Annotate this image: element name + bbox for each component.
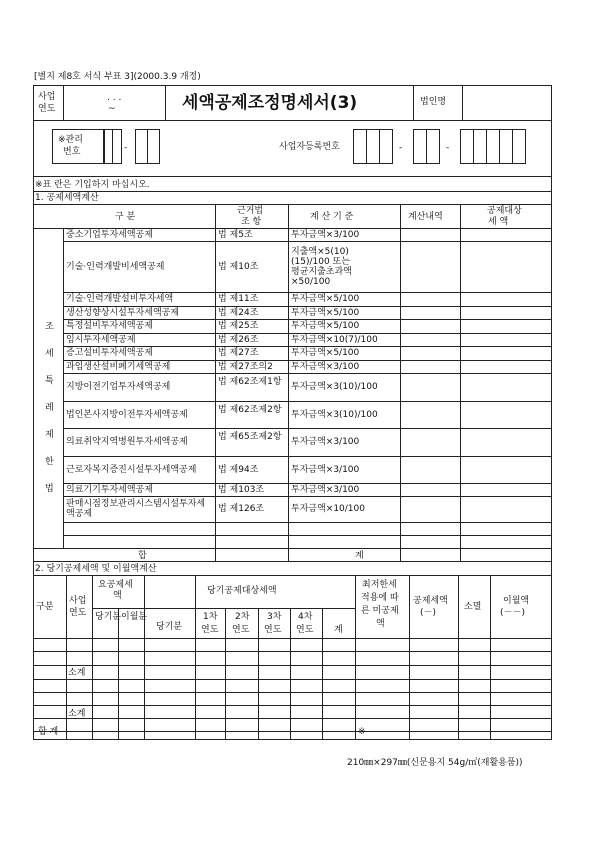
col-sum: 계 bbox=[334, 625, 343, 635]
biz-reg-box-3[interactable] bbox=[379, 129, 393, 164]
row-calc-field[interactable] bbox=[401, 229, 459, 241]
row-law: 법 제103조 bbox=[218, 484, 265, 495]
row-calc-field[interactable] bbox=[401, 484, 459, 496]
row-category: 특정설비투자세액공제 bbox=[66, 321, 153, 331]
row-criteria: 투자금액×5/100 bbox=[291, 294, 360, 304]
row-calc-field[interactable] bbox=[401, 402, 459, 428]
row-law: 법 제94조 bbox=[218, 464, 259, 475]
total-label: 합 bbox=[138, 551, 147, 561]
col-min-tax-4: 액 bbox=[376, 619, 385, 629]
row-category: 과임생산설비폐기세액공제 bbox=[66, 361, 171, 372]
row-criteria: 투자금액×5/100 bbox=[291, 307, 360, 318]
group-label-char: 례 bbox=[45, 403, 54, 413]
group-label-char: 제 bbox=[45, 430, 54, 440]
biz-reg-dash-1: - bbox=[399, 143, 403, 153]
row-category: 기술·인력개발비세액공제 bbox=[66, 261, 165, 272]
row-law: 법 제25조 bbox=[218, 321, 259, 331]
col-min-tax: 최저한세 bbox=[362, 580, 397, 590]
biz-reg-label: 사업자등록번호 bbox=[279, 142, 340, 152]
total-label-right: 계 bbox=[355, 551, 364, 561]
paper-spec: 210㎜×297㎜(신문용지 54g/㎡(재활용품)) bbox=[347, 758, 523, 768]
col-year1: 1차 bbox=[203, 612, 218, 622]
row-calc-field[interactable] bbox=[401, 429, 459, 456]
row-calc-field[interactable] bbox=[401, 307, 459, 319]
row-target-field[interactable] bbox=[461, 347, 551, 360]
biz-reg-box-10[interactable] bbox=[512, 129, 526, 164]
row-category: 증고설비투자세액공제 bbox=[66, 348, 153, 358]
col-target: 당기공제대상세액 bbox=[207, 586, 277, 596]
col-min-tax-2: 적용에 따 bbox=[361, 593, 399, 603]
row-criteria: 투자금액×3/100 bbox=[291, 437, 360, 447]
row-criteria: 투자금액×3/100 bbox=[291, 484, 360, 495]
row-category: 판매시점정보관리시스템시설투자세액공제 bbox=[66, 499, 206, 519]
col-deducted-2: (－) bbox=[420, 608, 437, 618]
row-law: 법 제27조의2 bbox=[218, 361, 273, 372]
grand-total-label: 합 계 bbox=[38, 727, 59, 737]
corp-name-field[interactable] bbox=[463, 86, 551, 119]
biz-reg-box-4[interactable] bbox=[413, 129, 427, 164]
group-label-char: 한 bbox=[45, 457, 54, 467]
row-target-field[interactable] bbox=[461, 402, 551, 428]
row-target-field[interactable] bbox=[461, 242, 551, 292]
mgmt-no-box-4[interactable] bbox=[147, 129, 160, 164]
row-law: 법 제10조 bbox=[218, 261, 259, 272]
biz-reg-box-6[interactable] bbox=[460, 129, 474, 164]
row-law: 법 제62조제2항 bbox=[218, 404, 282, 415]
biz-reg-dash-2: - bbox=[446, 143, 450, 153]
group-label-char: 법 bbox=[45, 484, 54, 494]
col-year: 사업 bbox=[69, 596, 87, 606]
col-gubun: 구분 bbox=[36, 602, 54, 612]
group-label-char: 조 bbox=[45, 322, 54, 332]
row-target-field[interactable] bbox=[461, 320, 551, 333]
biz-reg-box-8[interactable] bbox=[486, 129, 500, 164]
row-law: 법 제27조 bbox=[218, 348, 259, 358]
row-law: 법 제62조제1항 bbox=[218, 377, 282, 387]
row-law: 법 제26조 bbox=[218, 334, 259, 345]
row-calc-field[interactable] bbox=[401, 374, 459, 401]
row-criteria: 투자금액×3(10)/100 bbox=[291, 382, 378, 392]
col-current-a: 당기분 bbox=[95, 612, 122, 622]
row-law: 법 제24조 bbox=[218, 307, 259, 318]
subtotal-label: 소계 bbox=[68, 668, 86, 678]
row-calc-field[interactable] bbox=[401, 497, 459, 522]
biz-reg-box-2[interactable] bbox=[366, 129, 380, 164]
col-year4: 4차 bbox=[298, 612, 313, 622]
row-calc-field[interactable] bbox=[401, 320, 459, 333]
group-label-char: 특 bbox=[45, 376, 54, 386]
col-expired: 소멸 bbox=[464, 602, 482, 612]
group-label-char: 세 bbox=[45, 349, 54, 359]
row-criteria: 지출액×5(10) (15)/100 또는 평균지출초과액 ×50/100 bbox=[291, 246, 352, 287]
col-min-tax-3: 른 미공제 bbox=[361, 606, 399, 616]
row-calc-field[interactable] bbox=[401, 293, 459, 306]
row-target-field[interactable] bbox=[461, 484, 551, 496]
row-category: 법인본사지방이전투자세액공제 bbox=[66, 409, 188, 420]
row-category: 의료기기투자세액공제 bbox=[66, 484, 153, 495]
header-basis-2: 조 항 bbox=[241, 217, 262, 227]
row-category: 근로자복지증진시설투자세액공제 bbox=[66, 464, 197, 475]
col-carryover-2: (－－) bbox=[500, 608, 526, 618]
col-year-2: 연도 bbox=[69, 608, 87, 618]
row-target-field[interactable] bbox=[461, 293, 551, 306]
mgmt-no-dash: - bbox=[124, 143, 128, 153]
period-tilde: ~ bbox=[108, 104, 116, 114]
col-target-current: 당기분 bbox=[156, 622, 183, 632]
col-carry-a: 이월분 bbox=[121, 612, 148, 622]
col-year3-yr: 연도 bbox=[264, 625, 282, 635]
mgmt-no-label: ※관리 bbox=[58, 135, 83, 145]
row-criteria: 투자금액×3/100 bbox=[291, 361, 360, 372]
row-category: 기술·인력개발설비투자세액 bbox=[66, 294, 174, 304]
star-mark: ※ bbox=[358, 727, 366, 737]
row-calc-field[interactable] bbox=[401, 242, 459, 292]
row-law: 법 제5조 bbox=[218, 229, 253, 240]
corp-name-label: 법인명 bbox=[420, 97, 447, 107]
col-year3: 3차 bbox=[267, 612, 282, 622]
col-required: 요공제세 bbox=[98, 580, 133, 590]
row-category: 의료취약지역병원투자세액공제 bbox=[66, 437, 188, 447]
row-criteria: 투자금액×3(10)/100 bbox=[291, 409, 378, 420]
row-target-field[interactable] bbox=[461, 307, 551, 319]
row-category: 임시투자세액공제 bbox=[66, 334, 136, 345]
row-calc-field[interactable] bbox=[401, 457, 459, 483]
row-target-field[interactable] bbox=[461, 374, 551, 401]
header-criteria: 계 산 기 준 bbox=[310, 212, 354, 222]
col-year2-yr: 연도 bbox=[232, 625, 250, 635]
col-year1-yr: 연도 bbox=[201, 625, 219, 635]
header-category: 구 분 bbox=[115, 212, 136, 222]
row-calc-field[interactable] bbox=[401, 334, 459, 346]
col-required-2: 액 bbox=[113, 591, 122, 601]
biz-reg-box-1[interactable] bbox=[353, 129, 367, 164]
row-criteria: 투자금액×10/100 bbox=[291, 504, 365, 514]
row-category: 생산성향상시설투자세액공제 bbox=[66, 307, 180, 318]
row-target-field[interactable] bbox=[461, 334, 551, 346]
header-target: 공제대상 bbox=[487, 206, 522, 216]
row-calc-field[interactable] bbox=[401, 361, 459, 373]
col-deducted: 공제세액 bbox=[413, 596, 448, 606]
section2-title: 2. 당기공제세액 및 이월액계산 bbox=[35, 564, 157, 574]
header-calc: 계산내역 bbox=[408, 212, 443, 222]
row-law: 법 제65조제2항 bbox=[218, 432, 282, 442]
col-year4-yr: 연도 bbox=[296, 625, 314, 635]
biz-reg-box-7[interactable] bbox=[473, 129, 487, 164]
row-criteria: 투자금액×10(7)/100 bbox=[291, 334, 378, 345]
row-target-field[interactable] bbox=[461, 361, 551, 373]
row-criteria: 투자금액×5/100 bbox=[291, 348, 360, 358]
col-carryover: 이월액 bbox=[503, 596, 530, 606]
row-target-field[interactable] bbox=[461, 429, 551, 456]
col-year2: 2차 bbox=[235, 612, 250, 622]
header-target-2: 세 액 bbox=[488, 217, 509, 227]
biz-reg-box-9[interactable] bbox=[499, 129, 513, 164]
row-criteria: 투자금액×5/100 bbox=[291, 321, 360, 331]
biz-reg-box-5[interactable] bbox=[426, 129, 440, 164]
row-category: 지방이전기업투자세액공제 bbox=[66, 382, 171, 392]
period-label: 사업 bbox=[38, 92, 56, 102]
row-category: 중소기업투자세액공제 bbox=[66, 229, 153, 240]
period-dots: . . . bbox=[107, 93, 122, 103]
row-target-field[interactable] bbox=[461, 229, 551, 241]
mgmt-no-label-2: 번호 bbox=[63, 147, 81, 157]
subtotal-label-2: 소계 bbox=[68, 709, 86, 719]
row-criteria: 투자금액×3/100 bbox=[291, 464, 360, 475]
form-number: [별지 제8호 서식 부표 3](2000.3.9 개정) bbox=[34, 72, 201, 82]
header-basis: 근거법 bbox=[237, 206, 264, 216]
row-criteria: 투자금액×3/100 bbox=[291, 229, 360, 240]
period-label-2: 연도 bbox=[38, 104, 56, 114]
row-law: 법 제11조 bbox=[218, 294, 259, 304]
form-title: 세액공제조정명세서(3) bbox=[182, 93, 358, 113]
row-law: 법 제126조 bbox=[218, 504, 265, 514]
row-target-field[interactable] bbox=[461, 457, 551, 483]
mgmt-no-box-2[interactable] bbox=[112, 129, 122, 164]
section1-title: 1. 공제세액계산 bbox=[35, 193, 99, 203]
row-target-field[interactable] bbox=[461, 497, 551, 522]
instruction: ※표 란은 기입하지 마십시오. bbox=[35, 180, 150, 190]
row-calc-field[interactable] bbox=[401, 347, 459, 360]
